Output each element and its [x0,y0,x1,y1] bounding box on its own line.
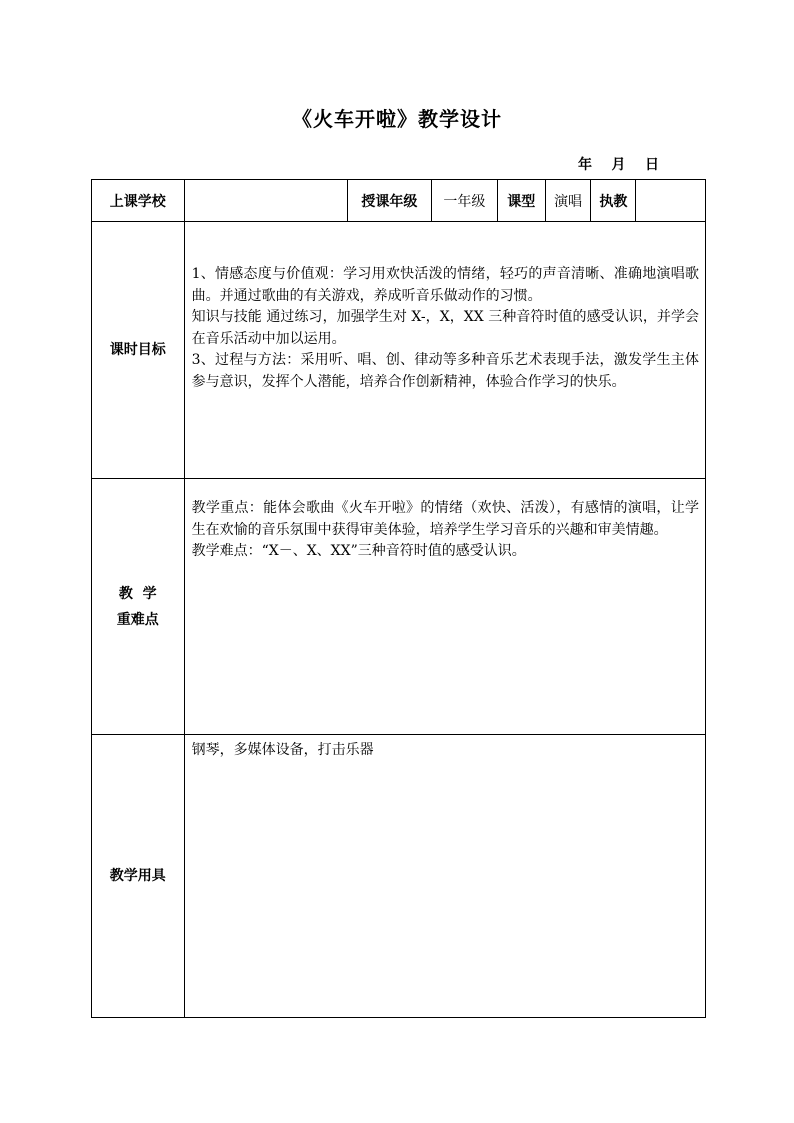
school-value[interactable] [184,180,347,222]
objectives-row [92,222,706,479]
objective-line-1: 1、情感态度与价值观：学习用欢快活泼的情绪，轻巧的声音清晰、准确地演唱歌曲。并通过歌曲的有关游戏，养成听音乐做动作的习惯。 [191,266,699,304]
date-line: 年 月 日 [578,157,659,173]
tools-row [92,735,706,1018]
type-value[interactable]: 演唱 [545,180,590,222]
school-label: 上课学校 [92,180,185,222]
type-label: 课型 [497,180,545,222]
tools-label: 教学用具 [92,735,185,1018]
key-points-row [92,479,706,735]
key-points-content[interactable] [184,479,705,735]
objectives-content[interactable] [184,222,705,479]
key-points-label [92,479,185,735]
objectives-label: 课时目标 [92,222,185,479]
objective-line-3: 3、过程与方法：采用听、唱、创、律动等多种音乐艺术表现手法，激发学生主体参与意识，发挥个人潜能，培养合作创新精神，体验合作学习的快乐。 [191,352,699,390]
lesson-plan-table [91,179,706,1018]
header-row [92,180,706,222]
document-title: 《火车开啦》教学设计 [292,107,502,131]
key-point-line-1: 教学重点：能体会歌曲《火车开啦》的情绪（欢快、活泼），有感情的演唱，让学生在欢愉的音乐氛围中获得审美体验，培养学生学习音乐的兴趣和审美情趣。 [191,500,699,538]
tools-text: 钢琴，多媒体设备，打击乐器 [191,742,374,758]
key-points-label-line-2: 重难点 [116,611,159,628]
teacher-label: 执教 [591,180,636,222]
tools-content[interactable] [184,735,705,1018]
grade-value[interactable]: 一年级 [432,180,497,222]
grade-label: 授课年级 [347,180,432,222]
objective-line-2: 知识与技能 通过练习，加强学生对 X-，X，XX 三种音符时值的感受认识，并学会在音乐活动中加以运用。 [191,309,699,347]
key-point-line-2: 教学难点：“X－、X、XX”三种音符时值的感受认识。 [191,543,526,559]
teacher-value[interactable] [636,180,706,222]
key-points-label-line-1: 教 学 [118,585,157,602]
